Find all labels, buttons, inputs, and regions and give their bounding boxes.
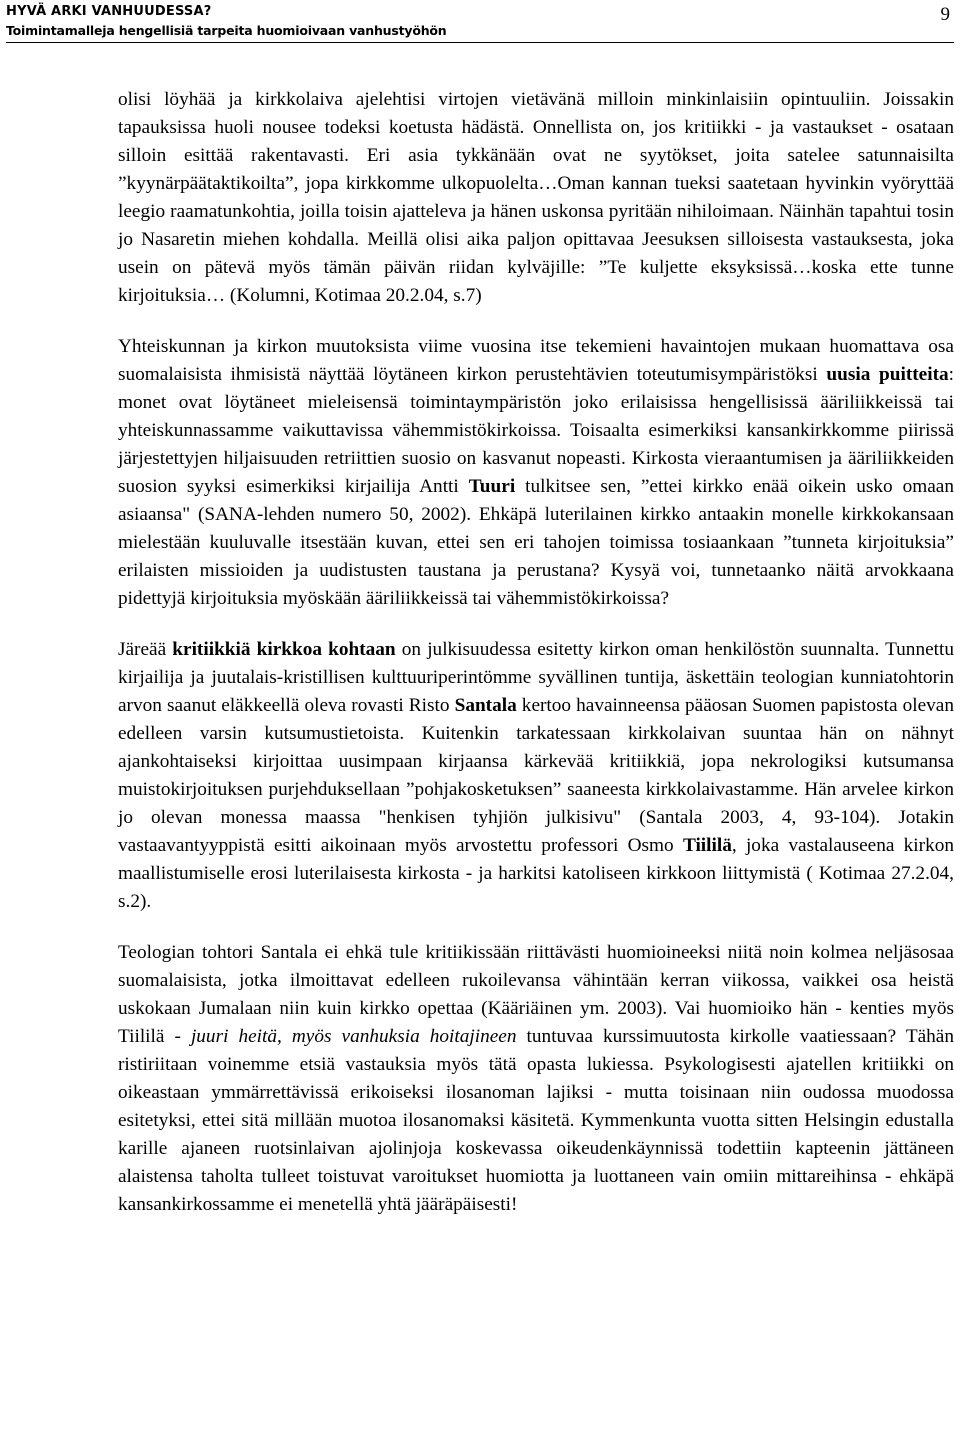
text-run: on julkisuudessa esitetty kirkon oman henkilöstön suunnalta. Tunnettu kirjailija ja juutalais-kristillisen kulttuuriperintömme syvällinen tuntija, äskettäin teologian kunniatohtorin arvon saanut eläkkeellä oleva rovasti Risto [118,639,954,716]
paragraph [118,86,954,310]
bold-text-run: Tiililä [682,835,732,856]
paragraph [118,333,954,613]
text-run: Järeää [118,639,173,660]
header-title: HYVÄ ARKI VANHUUDESSA? [6,4,212,19]
bold-text-run: uusia puitteita [826,364,949,385]
body-text [118,86,954,1219]
paragraph [118,939,954,1219]
page-number: 9 [940,4,950,25]
text-run: Teologian tohtori Santala ei ehkä tule kritiikissään riittävästi huomioineeksi niitä noin kolmea neljäsosaa suomalaisista, jotka ilmoittavat edelleen rukoilevansa vähintään kerran viikossa, vaikkei osa heistä uskokaan Jumalaan niin kuin kirkko opettaa (Kääriäinen ym. 2003). Vai huomioiko hän - kenties myös Tiililä - [118,942,954,1047]
text-run: : monet ovat löytäneet mieleisensä toimintaympäristön joko erilaisissa hengellisissä ääriliikkeissä tai yhteiskunnassamme vaikuttavissa vähemmistökirkoissa. Toisaalta esimerkiksi kansankirkkomme piirissä järjestettyjen hiljaisuuden retriittien suosio on kasvanut nopeasti. Kirkosta vieraantumisen ja ääriliikkeiden suosion syyksi esimerkiksi kirjailija Antti [118,364,954,497]
bold-text-run: Santala [454,695,517,716]
text-run: Yhteiskunnan ja kirkon muutoksista viime vuosina itse tekemieni havaintojen mukaan huomattava osa suomalaisista ihmisistä näyttää löytäneen kirkon perustehtävien toteutumisympäristöksi [118,336,954,385]
text-run: tuntuvaa kurssimuutosta kirkolle vaatiessaan? Tähän ristiriitaan voinemme etsiä vastauksia myös tätä opasta lukiessa. Psykologisesti ajatellen kritiikki on oikeastaan ymmärrettävissä erikoiseksi ilosanoman lajiksi - mutta toisinaan niin oudossa muodossa esitetyksi, ettei sitä millään muotoa ilosanomaksi käsitetä. Kymmenkunta vuotta sitten Helsingin edustalla karille ajaneen ruotsinlaivan ajolinjoja koskevassa oikeudenkäynnissä todettiin kapteenin jättäneen alaistensa taholta tulleet toistuvat varoitukset huomiotta ja luottaneen vain omiin mittareihinsa - ehkäpä kansankirkossamme ei menetellä yhtä jääräpäisesti! [118,1026,954,1215]
header-rule [6,42,954,43]
paragraph [118,636,954,916]
text-run: kertoo havainneensa pääosan Suomen papistosta olevan edelleen varsin kutsumustietoista. Kuitenkin tarkatessaan kirkkolaivan suuntaa hän on nähnyt ajankohtaiseksi kirjoittaa uusimpaan kirjaansa kärkevää kritiikkiä, jopa nekrologiksi kutsumansa muistokirjoituksen purjehduksellaan ”pohjakosketuksen” saaneesta kirkkolaivastamme. Hän arvelee kirkon jo olevan monessa maassa "henkisen tyhjiön julkisivu" (Santala 2003, 4, 93-104). Jotakin vastaavantyyppistä esitti aikoinaan myös arvostettu professori Osmo [118,695,955,856]
bold-text-run: Tuuri [468,476,516,497]
bold-text-run: kritiikkiä kirkkoa kohtaan [172,639,396,660]
text-run: tulkitsee sen, ”ettei kirkko enää oikein usko omaan asiaansa" (SANA-lehden numero 50, 2002). Ehkäpä luterilainen kirkko antaakin monelle kirkkokansaan mielestään kuuluvalle itsestään kuvan, ettei sen eri tahojen toimissa tosiaankaan ”tunneta kirjoituksia” erilaisten missioiden ja uudistusten taustana ja perustana? Kysyä voi, tunnetaanko näitä arvokkaana pidettyjä kirjoituksia myöskään ääriliikkeissä tai vähemmistökirkoissa? [118,476,954,609]
page-header [6,2,954,44]
header-subtitle: Toimintamalleja hengellisiä tarpeita huomioivaan vanhustyöhön [6,23,447,38]
italic-text-run: juuri heitä, myös vanhuksia hoitajineen [190,1026,517,1047]
text-run: olisi löyhää ja kirkkolaiva ajelehtisi virtojen vietävänä milloin minkinlaisiin opintuuliin. Joissakin tapauksissa huoli nousee todeksi koetusta hädästä. Onnellista on, jos kritiikki - ja vastaukset - osataan silloin esittää rakentavasti. Eri asia tykkänään ovat ne syytökset, joita satelee satunnaisilta ”kyynärpäätaktikoilta”, jopa kirkkomme ulkopuolelta…Oman kannan tueksi saatetaan hyvinkin vyöryttää leegio raamatunkohtia, joilla toisin ajatteleva ja hänen uskonsa pyritään nihiloimaan. Näinhän tapahtui tosin jo Nasaretin miehen kohdalla. Meillä olisi aika paljon opittavaa Jeesuksen silloisesta vastauksesta, joka usein on pätevä myös tämän päivän riidan kylväjille: ”Te kuljette eksyksissä…koska ette tunne kirjoituksia… (Kolumni, Kotimaa 20.2.04, s.7) [118,89,954,306]
text-run: , joka vastalauseena kirkon maallistumiselle erosi luterilaisesta kirkosta - ja harkitsi katoliseen kirkkoon liittymistä ( Kotimaa 27.2.04, s.2). [118,835,954,912]
